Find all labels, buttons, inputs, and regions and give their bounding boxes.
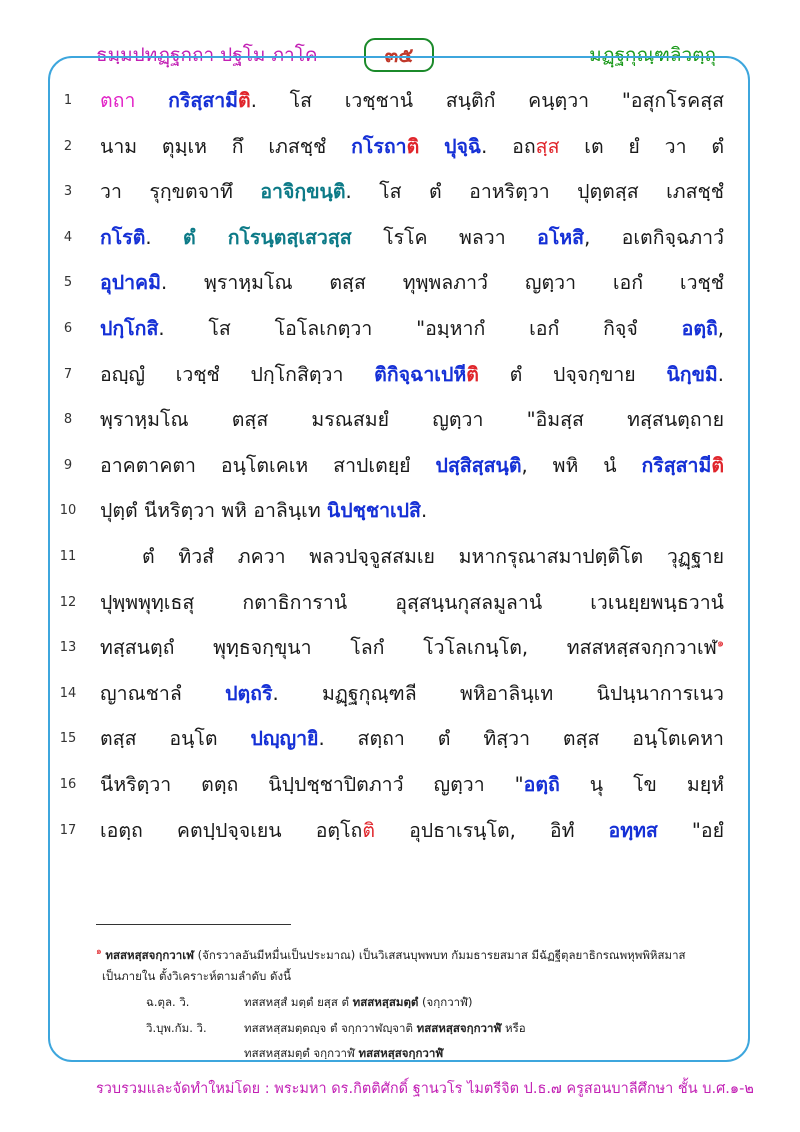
text-segment: , อเตกิจฺฉภาวํ: [584, 225, 724, 249]
header-story-title: มฏฺฐกุณฺฑลิวตฺถุ: [589, 44, 716, 66]
footnote-row2-text: [244, 1020, 526, 1038]
highlighted-word: ปตฺถริ: [225, 681, 273, 705]
text-line: [48, 811, 748, 851]
line-text: [100, 355, 724, 395]
text-line: [48, 309, 748, 349]
highlighted-word: ตํ กโรนฺตสฺเสวสฺส: [183, 225, 352, 249]
highlighted-word: กโรติ: [100, 225, 146, 249]
footnote-separator: [96, 924, 291, 925]
footnote-row3-text: [244, 1045, 443, 1063]
line-number: 10: [59, 503, 77, 519]
text-segment: ญาณชาลํ: [100, 681, 226, 705]
highlighted-word: ๑: [717, 636, 724, 650]
highlighted-word: กโรถา: [351, 134, 407, 158]
header-book-title: ธมฺมปทฏฺฐกถา ปฐโม ภาโค: [96, 44, 318, 66]
text-segment: [135, 89, 168, 112]
line-number: 15: [59, 731, 77, 747]
text-segment: ปุพฺพพุทฺเธสุ กตาธิการานํ อุสฺสนฺนกุสลมูลานํ เวเนยฺยพนฺธวานํ: [100, 590, 724, 614]
text-segment: โรโค พลวา: [351, 225, 538, 249]
text-line: [48, 81, 748, 121]
line-text: [100, 81, 724, 121]
highlighted-word: นิปชฺชาเปสิ: [326, 499, 421, 523]
footnote-row3-bold: ทสสหสฺสจกฺกวาฬํ: [358, 1046, 444, 1060]
line-number: 4: [63, 229, 73, 245]
text-segment: ปุตฺตํ นีหริตฺวา พหิ อาลินฺเท: [100, 499, 327, 523]
line-text: [100, 491, 724, 531]
text-segment: พฺราหฺมโณ ตสฺส มรณสมยํ ญตฺวา "อิมสฺส ทสฺสนตฺถาย: [100, 408, 724, 432]
line-number: 14: [59, 685, 77, 701]
text-segment: . โส โอโลเกตฺวา "อมฺหากํ เอกํ กิจฺจํ: [158, 317, 682, 340]
text-segment: [419, 135, 444, 158]
footnote-row1-main: ทสสหสฺสํ มตฺตํ ยสฺส ตํ: [244, 995, 353, 1009]
text-segment: .: [717, 362, 724, 386]
text-segment: อุปธาเรนฺโต, อิทํ: [375, 818, 609, 842]
highlighted-word: อตฺถิ: [523, 773, 560, 796]
line-number: 3: [63, 184, 73, 200]
footnote-row3-main: ทสสหสฺสมตฺตํ จกฺกวาฬํ: [244, 1046, 359, 1060]
line-text: [100, 811, 724, 851]
text-segment: เต ยํ วา ตํ: [559, 134, 724, 158]
highlighted-word: สฺส: [535, 134, 560, 158]
line-text: [100, 583, 724, 623]
page-number-badge: ๓๕: [364, 38, 434, 72]
text-line: [48, 719, 748, 759]
highlighted-word: อาจิกฺขนฺติ: [260, 180, 346, 204]
line-number: 6: [63, 321, 73, 336]
text-line: [48, 400, 748, 440]
footnote-row1-tail: (จกฺกวาฬํ): [418, 995, 473, 1009]
line-number: 16: [59, 777, 77, 792]
highlighted-word: อโหสิ: [537, 225, 585, 249]
highlighted-word: ตถา: [100, 89, 136, 112]
text-line: [48, 446, 748, 486]
line-text: [100, 400, 724, 440]
text-segment: "อยํ: [657, 818, 725, 842]
highlighted-word: กริสฺสามี: [641, 453, 712, 477]
text-segment: เอตฺถ คตปฺปจฺจเยน อตฺโถ: [100, 818, 363, 842]
text-segment: ทสฺสนตฺถํ พุทฺธจกฺขุนา โลกํ โวโลเกนฺโต, ทสสหสฺสจกฺกวาเฬ: [100, 636, 718, 660]
line-number: 12: [59, 594, 77, 610]
text-segment: ตํ ทิวสํ ภควา พลวปจฺจูสสมเย มหากรุณาสมาปตฺติโต วุฏฺฐาย: [142, 545, 724, 568]
text-line: [48, 628, 748, 668]
footnote-line-2: เป็นภายใน ตั้งวิเคราะห์ตามลำดับ ดังนี้: [102, 969, 291, 983]
highlighted-word: กริสฺสามี: [168, 89, 239, 112]
footnote-row2-label: วิ.บุพ.กัม. วิ.: [146, 1021, 207, 1035]
text-segment: ตสฺส อนฺโต: [100, 727, 251, 751]
highlighted-word: ติ: [362, 818, 376, 842]
text-segment: ตํ ปจฺจกฺขาย: [478, 362, 667, 386]
line-text: [100, 172, 724, 212]
highlighted-word: ปสฺสิสฺสนฺติ: [435, 453, 522, 477]
text-line: [48, 172, 748, 212]
footnote-row1-label: ฉ.ตุล. วิ.: [146, 995, 190, 1009]
text-segment: อาคตาคตา อนฺโตเคเห สาปเตยฺยํ: [100, 453, 436, 477]
footnote-row2-tail: หรือ: [501, 1021, 526, 1035]
footnote-row1-bold: ทสสหสฺสมตฺตํ: [352, 995, 419, 1009]
line-number: 17: [59, 822, 77, 838]
text-line: [48, 765, 748, 805]
highlighted-word: ปกฺโกสิ: [100, 317, 159, 340]
line-text: [100, 446, 724, 486]
footnote-row2-main: ทสสหสฺสมตฺตญฺจ ตํ จกฺกวาฬญฺจาติ: [244, 1021, 417, 1035]
highlighted-word: อุปาคมิ: [100, 271, 161, 295]
highlighted-word: ปญฺญายิ: [250, 727, 319, 751]
highlighted-word: ปุจฺฉิ: [444, 134, 482, 158]
text-line: [48, 127, 748, 167]
highlighted-word: ติกิจฺฉาเปหี: [374, 362, 467, 386]
text-segment: นุ โข มยฺหํ: [559, 773, 724, 796]
line-number: 1: [63, 93, 73, 108]
text-line: [48, 537, 748, 577]
line-text: [100, 628, 724, 668]
highlighted-word: ติ: [466, 362, 479, 386]
highlighted-word: ติ: [711, 453, 724, 477]
highlighted-word: ติ: [238, 89, 251, 112]
text-segment: . มฏฺฐกุณฺฑลี พหิอาลินฺเท นิปนฺนาการเนว: [272, 681, 724, 705]
line-text: [100, 263, 724, 303]
line-number: 8: [63, 412, 73, 428]
line-text: [100, 674, 724, 714]
text-segment: . อถ: [481, 134, 536, 158]
text-line: [48, 218, 748, 258]
footnote-line-1: [96, 944, 686, 965]
text-line: [48, 583, 748, 623]
highlighted-word: อตฺถิ: [681, 317, 718, 340]
footnote-row2-bold: ทสสหสฺสจกฺกวาฬํ: [416, 1021, 502, 1035]
text-segment: วา รุกฺขตจาทึ: [100, 180, 261, 204]
line-number: 13: [59, 640, 77, 656]
highlighted-word: ติ: [406, 134, 420, 158]
line-number: 9: [63, 457, 73, 473]
line-number: 5: [63, 275, 73, 291]
line-number: 2: [63, 138, 73, 154]
footnote-marker: ๑: [96, 947, 102, 957]
line-text: [100, 765, 724, 805]
text-segment: . โส ตํ อาหริตฺวา ปุตฺตสฺส เภสชฺชํ: [345, 180, 724, 204]
text-segment: .: [145, 225, 184, 249]
footnote-description: (จักรวาลอันมีหมื่นเป็นประมาณ) เป็นวิเสสนบุพพบท กัมมธารยสมาส มีฉัฏฐีตุลยาธิกรณพหุพพิหิสมาส: [193, 947, 686, 962]
page-footer: รวบรวมและจัดทำใหม่โดย : พระมหา ดร.กิตติศักดิ์ ฐานวโร ไมตรีจิต ป.ธ.๗ ครูสอนบาลีศึกษา ชั้น บ.ศ.๑-๒: [96, 1081, 754, 1097]
line-number: 11: [59, 549, 77, 564]
text-segment: . สตฺถา ตํ ทิสฺวา ตสฺส อนฺโตเคหา: [318, 727, 724, 751]
highlighted-word: อทฺทส: [608, 818, 658, 842]
text-segment: .: [420, 499, 428, 523]
text-line: [48, 491, 748, 531]
line-text: [100, 309, 724, 349]
text-segment: อญฺญํ เวชฺชํ ปกฺโกสิตฺวา: [100, 362, 375, 386]
text-segment: . โส เวชฺชานํ สนฺติกํ คนฺตฺวา "อสุกโรคสฺส: [250, 89, 724, 112]
footnote-row1-text: [244, 994, 472, 1012]
line-text: [100, 218, 724, 258]
line-text: [100, 719, 724, 759]
text-line: [48, 674, 748, 714]
text-segment: นาม ตุมฺเห กึ เภสชฺชํ: [100, 134, 352, 158]
text-segment: ,: [717, 317, 724, 340]
text-line: [48, 355, 748, 395]
highlighted-word: นิกฺขมิ: [666, 362, 718, 386]
footnote-title: ทสสหสฺสจกฺกวาเฬ: [105, 947, 194, 962]
line-text: [100, 127, 724, 167]
text-segment: นีหริตฺวา ตตฺถ นิปฺปชฺชาปิตภาวํ ญตฺวา ": [100, 773, 524, 796]
text-segment: . พฺราหฺมโณ ตสฺส ทุพฺพลภาวํ ญตฺวา เอกํ เวชฺชํ: [160, 271, 724, 295]
text-segment: , พหิ นํ: [521, 453, 642, 477]
text-line: [48, 263, 748, 303]
line-number: 7: [63, 366, 73, 382]
line-text: [142, 537, 724, 577]
